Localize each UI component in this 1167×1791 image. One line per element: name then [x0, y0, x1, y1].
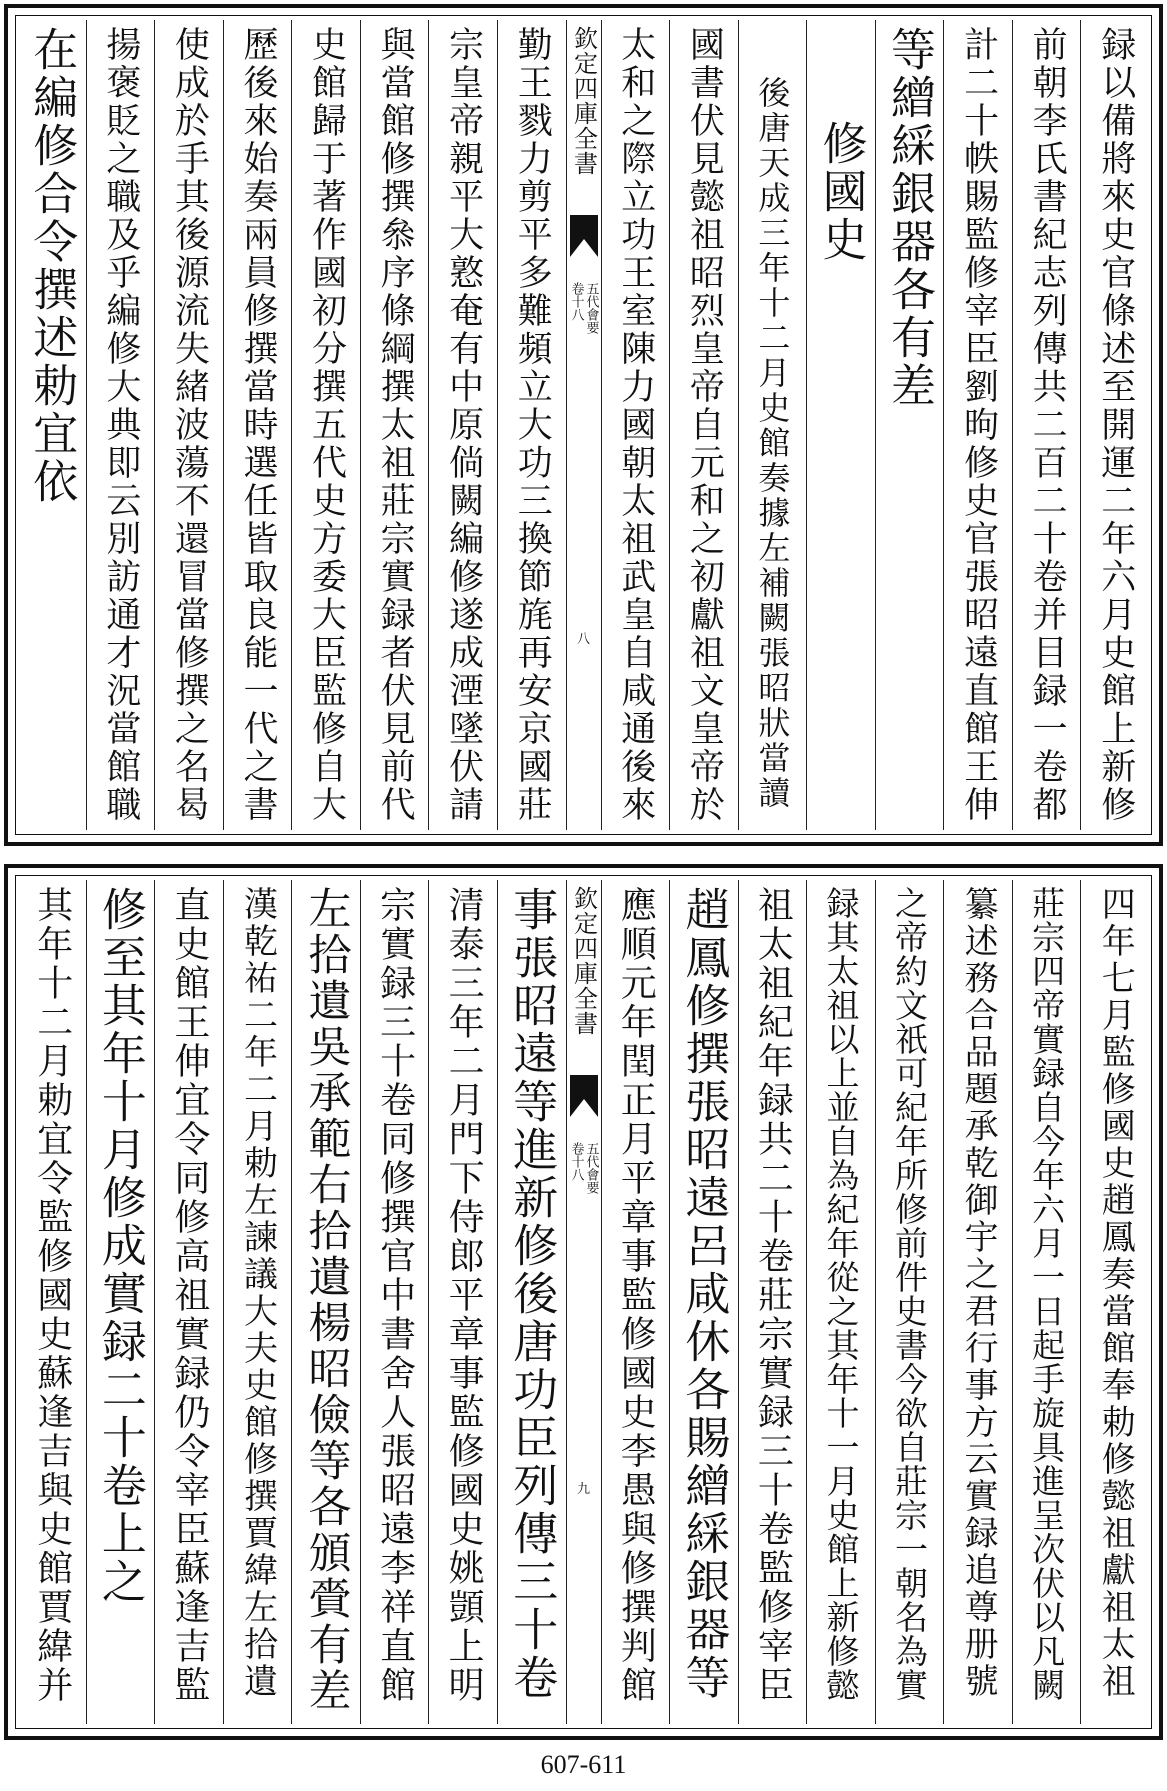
text-column: 其年十二月勅宜令監修國史蘇逢吉與史館賈緯并	[31, 886, 73, 1705]
text-column: 在編修合令撰述勅宜依	[25, 26, 79, 506]
text-column: 之帝約文祇可紀年所修前件史書今欲自莊宗一朝名為實	[875, 880, 944, 1724]
text-column: 祖太祖紀年録共二十卷莊宗實録三十卷監修宰臣	[738, 880, 807, 1724]
text-columns	[18, 880, 1149, 1724]
text-column: 勤王戮力剪平多難頻立大功三換節旄再安京國莊	[497, 20, 566, 830]
top-page	[4, 4, 1163, 846]
text-column: 史館歸于著作國初分撰五代史方委大臣監修自大	[291, 20, 360, 830]
text-column: 後唐天成三年十二月史館奏據左補闕張昭狀當讀	[738, 20, 807, 830]
fish-tail-ornament	[570, 1075, 598, 1117]
text-column: 四年七月監修國史趙鳳奏當館奉勅修懿祖獻祖太祖	[1080, 880, 1149, 1724]
text-column: 歷後來始奏兩員修撰當時選任皆取良能一代之書	[223, 20, 292, 830]
page-number: 九	[576, 1482, 591, 1497]
text-column: 揚褒貶之職及乎編修大典即云別訪通才況當館職	[86, 20, 155, 830]
text-column: 與當館修撰叅序條綱撰太祖莊宗實録者伏見前代	[360, 20, 429, 830]
text-column: 録以備將來史官條述至開運二年六月史館上新修	[1080, 20, 1149, 830]
volume-label	[570, 1142, 598, 1194]
text-column: 直史館王伸宜令同修高祖實録仍令宰臣蘇逢吉監	[154, 880, 223, 1724]
text-column: 趙鳳修撰張昭遠呂咸休各賜繒綵銀器等	[669, 880, 738, 1724]
page-margin-column	[566, 880, 601, 1724]
section-heading: 修國史	[806, 20, 875, 830]
scan-page-range: 607-611	[540, 1750, 627, 1779]
text-column: 清泰三年二月門下侍郎平章事監修國史姚顗上明	[428, 880, 497, 1724]
book-name: 五代會要	[583, 1142, 599, 1194]
book-title: 欽定四庫全書	[569, 886, 598, 1036]
text-column: 事張昭遠等進新修後唐功臣列傳三十卷	[497, 880, 566, 1724]
fish-tail-ornament	[570, 215, 598, 257]
text-column: 漢乾祐二年二月勅左諫議大夫史館修撰賈緯左拾遺	[223, 880, 292, 1724]
text-column: 前朝李氏書紀志列傳共二百二十卷并目録一卷都	[1012, 20, 1081, 830]
volume-number: 卷十八	[568, 1142, 584, 1181]
text-column: 修至其年十月修成實録二十卷上之	[86, 880, 155, 1724]
volume-number: 卷十八	[568, 282, 584, 321]
book-title: 欽定四庫全書	[569, 26, 598, 176]
bottom-page	[4, 864, 1163, 1740]
text-column: 等繒綵銀器各有差	[875, 20, 944, 830]
text-column: 録其太祖以上並自為紀年從之其年十一月史館上新修懿	[806, 880, 875, 1724]
volume-label	[570, 282, 598, 334]
text-column: 宗皇帝親平大憝奄有中原倘闕編修遂成湮墜伏請	[428, 20, 497, 830]
page-number: 八	[576, 632, 591, 647]
text-column: 太和之際立功王室陳力國朝太祖武皇自咸通後來	[601, 20, 670, 830]
text-columns	[18, 20, 1149, 830]
text-column: 左拾遺吳承範右拾遺楊昭儉等各頒賫有差	[291, 880, 360, 1724]
text-column: 莊宗四帝實録自今年六月一日起手旋具進呈次伏以凡闕	[1012, 880, 1081, 1724]
text-column: 計二十帙賜監修宰臣劉昫修史官張昭遠直館王伸	[943, 20, 1012, 830]
text-column: 宗實録三十卷同修撰官中書舍人張昭遠李祥直館	[360, 880, 429, 1724]
text-column: 使成於手其後源流失緒波蕩不還冒當修撰之名曷	[154, 20, 223, 830]
text-column: 國書伏見懿祖昭烈皇帝自元和之初獻祖文皇帝於	[669, 20, 738, 830]
book-name: 五代會要	[583, 282, 599, 334]
page-margin-column	[566, 20, 601, 830]
text-column: 應順元年閏正月平章事監修國史李愚與修撰判館	[601, 880, 670, 1724]
text-column: 纂述務合品題承乾御宇之君行事方云實録追尊册號	[943, 880, 1012, 1724]
